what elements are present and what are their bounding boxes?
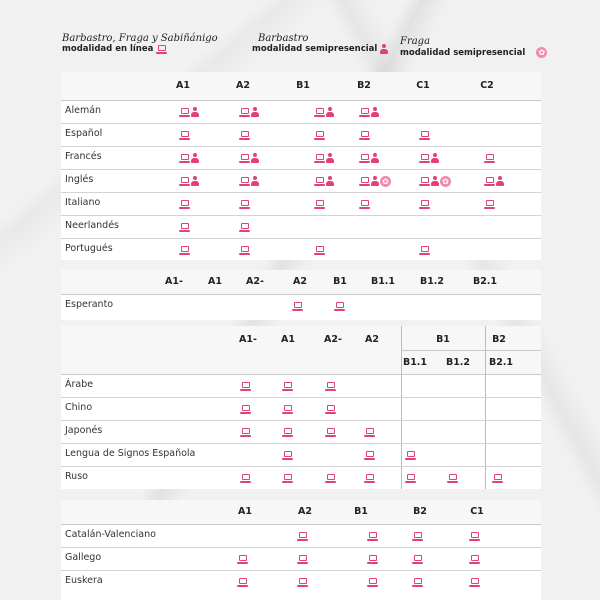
legend-barbastro-title: Barbastro bbox=[258, 33, 309, 44]
availability-cell bbox=[405, 449, 416, 461]
laptop-icon bbox=[179, 177, 190, 186]
table-spanish-regional-languages bbox=[61, 500, 541, 600]
level-header: A1 bbox=[208, 276, 222, 287]
laptop-icon bbox=[282, 382, 293, 391]
table-row bbox=[61, 192, 541, 216]
laptop-icon bbox=[405, 451, 416, 460]
person-icon bbox=[326, 107, 334, 117]
language-name: Neerlandés bbox=[65, 220, 120, 231]
language-name: Catalán-Valenciano bbox=[65, 529, 156, 540]
availability-cell bbox=[419, 244, 430, 256]
language-name: Inglés bbox=[65, 174, 94, 185]
laptop-icon bbox=[179, 223, 190, 232]
availability-cell bbox=[314, 198, 325, 210]
availability-cell bbox=[297, 553, 308, 565]
laptop-icon bbox=[314, 131, 325, 140]
availability-cell bbox=[239, 244, 250, 256]
laptop-icon bbox=[237, 555, 248, 564]
level-header: B1 bbox=[333, 276, 347, 287]
level-header: A1- bbox=[239, 334, 257, 345]
laptop-icon bbox=[367, 532, 378, 541]
laptop-icon bbox=[282, 474, 293, 483]
level-header: A1 bbox=[281, 334, 295, 345]
laptop-icon bbox=[325, 405, 336, 414]
legend-barbastro-mode-label: modalidad semipresencial bbox=[252, 44, 378, 54]
laptop-icon bbox=[364, 428, 375, 437]
laptop-icon bbox=[240, 382, 251, 391]
laptop-icon bbox=[297, 532, 308, 541]
person-icon bbox=[380, 44, 388, 54]
laptop-icon bbox=[412, 532, 423, 541]
person-icon bbox=[191, 107, 199, 117]
person-icon bbox=[251, 176, 259, 186]
level-header: B2 bbox=[413, 506, 427, 517]
availability-cell bbox=[484, 175, 504, 187]
person-icon bbox=[371, 107, 379, 117]
sublevel-header: B2.1 bbox=[488, 357, 514, 368]
availability-cell bbox=[282, 380, 293, 392]
table-row bbox=[61, 169, 541, 193]
legend-barbastro bbox=[252, 33, 388, 54]
availability-cell bbox=[282, 449, 293, 461]
laptop-icon bbox=[179, 131, 190, 140]
level-header: A1 bbox=[238, 506, 252, 517]
availability-cell bbox=[179, 244, 190, 256]
table-row bbox=[61, 570, 541, 593]
laptop-icon bbox=[239, 200, 250, 209]
table-row bbox=[61, 443, 541, 467]
availability-cell bbox=[325, 426, 336, 438]
table-row bbox=[61, 547, 541, 571]
availability-cell bbox=[367, 553, 378, 565]
table2-header bbox=[61, 270, 541, 295]
level-group-header: B1 bbox=[436, 334, 450, 345]
availability-cell bbox=[239, 152, 259, 164]
table-row bbox=[61, 100, 541, 124]
laptop-icon bbox=[492, 474, 503, 483]
laptop-icon bbox=[240, 405, 251, 414]
laptop-icon bbox=[314, 154, 325, 163]
availability-cell bbox=[314, 106, 334, 118]
availability-cell bbox=[179, 198, 190, 210]
availability-cell bbox=[359, 152, 379, 164]
table-row bbox=[61, 215, 541, 239]
laptop-icon bbox=[469, 532, 480, 541]
laptop-icon bbox=[297, 555, 308, 564]
availability-cell bbox=[419, 198, 430, 210]
level-group-header: B2 bbox=[492, 334, 506, 345]
level-header: A2- bbox=[324, 334, 342, 345]
laptop-icon bbox=[239, 246, 250, 255]
level-header: C1 bbox=[416, 80, 430, 91]
availability-cell bbox=[364, 426, 375, 438]
level-header: A1- bbox=[165, 276, 183, 287]
laptop-icon bbox=[447, 474, 458, 483]
availability-cell bbox=[469, 530, 480, 542]
level-header: A2- bbox=[246, 276, 264, 287]
divider bbox=[402, 350, 541, 351]
person-icon bbox=[326, 176, 334, 186]
laptop-icon bbox=[325, 474, 336, 483]
availability-cell bbox=[314, 152, 334, 164]
person-icon bbox=[371, 153, 379, 163]
laptop-icon bbox=[239, 131, 250, 140]
level-header: A2 bbox=[298, 506, 312, 517]
availability-cell bbox=[179, 221, 190, 233]
flower-icon: ✿ bbox=[380, 176, 391, 187]
availability-cell bbox=[179, 106, 199, 118]
laptop-icon bbox=[484, 200, 495, 209]
availability-cell bbox=[412, 530, 423, 542]
availability-cell bbox=[325, 403, 336, 415]
laptop-icon bbox=[469, 555, 480, 564]
level-header: B2.1 bbox=[472, 276, 498, 287]
laptop-icon bbox=[297, 578, 308, 587]
availability-cell bbox=[367, 530, 378, 542]
availability-cell bbox=[447, 472, 458, 484]
person-icon bbox=[326, 153, 334, 163]
laptop-icon bbox=[419, 131, 430, 140]
laptop-icon bbox=[334, 302, 345, 311]
level-header: A1 bbox=[176, 80, 190, 91]
availability-cell bbox=[419, 152, 439, 164]
laptop-icon bbox=[239, 154, 250, 163]
laptop-icon bbox=[314, 246, 325, 255]
language-name: Portugués bbox=[65, 243, 113, 254]
availability-cell bbox=[405, 472, 416, 484]
laptop-icon bbox=[419, 200, 430, 209]
level-header: C2 bbox=[480, 80, 494, 91]
availability-cell bbox=[239, 106, 259, 118]
laptop-icon bbox=[405, 474, 416, 483]
level-header: B1 bbox=[354, 506, 368, 517]
availability-cell bbox=[237, 576, 248, 588]
table-row bbox=[61, 146, 541, 170]
sublevel-header: B1.1 bbox=[402, 357, 428, 368]
laptop-icon bbox=[367, 555, 378, 564]
person-icon bbox=[191, 176, 199, 186]
laptop-icon bbox=[240, 428, 251, 437]
laptop-icon bbox=[359, 108, 370, 117]
laptop-icon bbox=[484, 154, 495, 163]
availability-cell bbox=[240, 380, 251, 392]
availability-cell bbox=[282, 426, 293, 438]
language-name: Italiano bbox=[65, 197, 101, 208]
table3-header bbox=[61, 326, 541, 375]
availability-cell bbox=[419, 129, 430, 141]
laptop-icon bbox=[364, 474, 375, 483]
availability-cell bbox=[179, 152, 199, 164]
legend-online-mode bbox=[62, 44, 218, 54]
laptop-icon bbox=[419, 177, 430, 186]
availability-cell bbox=[239, 198, 250, 210]
legend-online bbox=[62, 33, 218, 54]
laptop-icon bbox=[237, 578, 248, 587]
availability-cell bbox=[359, 129, 370, 141]
laptop-icon bbox=[179, 246, 190, 255]
language-name: Francés bbox=[65, 151, 102, 162]
language-name: Español bbox=[65, 128, 103, 139]
level-header: B1 bbox=[296, 80, 310, 91]
laptop-icon bbox=[179, 154, 190, 163]
availability-cell bbox=[359, 198, 370, 210]
language-name: Ruso bbox=[65, 471, 88, 482]
availability-cell bbox=[297, 576, 308, 588]
level-header: A2 bbox=[236, 80, 250, 91]
laptop-icon bbox=[282, 405, 293, 414]
availability-cell bbox=[240, 472, 251, 484]
laptop-icon bbox=[367, 578, 378, 587]
availability-cell bbox=[419, 175, 451, 187]
laptop-icon bbox=[359, 131, 370, 140]
availability-cell bbox=[314, 244, 325, 256]
availability-cell bbox=[484, 198, 495, 210]
availability-cell bbox=[359, 106, 379, 118]
laptop-icon bbox=[412, 555, 423, 564]
language-name: Lengua de Signos Española bbox=[65, 448, 196, 459]
laptop-icon bbox=[359, 177, 370, 186]
table-row bbox=[61, 374, 541, 398]
availability-cell bbox=[412, 576, 423, 588]
availability-cell bbox=[325, 380, 336, 392]
laptop-icon bbox=[156, 45, 167, 54]
laptop-icon bbox=[359, 154, 370, 163]
laptop-icon bbox=[314, 108, 325, 117]
laptop-icon bbox=[314, 177, 325, 186]
availability-cell bbox=[412, 553, 423, 565]
table1-header bbox=[61, 72, 541, 101]
table-row bbox=[61, 238, 541, 261]
laptop-icon bbox=[325, 382, 336, 391]
laptop-icon bbox=[179, 200, 190, 209]
laptop-icon bbox=[469, 578, 480, 587]
availability-cell bbox=[359, 175, 391, 187]
laptop-icon bbox=[239, 223, 250, 232]
sublevel-header: B1.2 bbox=[445, 357, 471, 368]
availability-cell bbox=[282, 472, 293, 484]
level-header: B1.1 bbox=[370, 276, 396, 287]
availability-cell bbox=[297, 530, 308, 542]
table-row bbox=[61, 466, 541, 489]
person-icon bbox=[191, 153, 199, 163]
person-icon bbox=[431, 153, 439, 163]
availability-cell bbox=[240, 403, 251, 415]
language-name: Esperanto bbox=[65, 299, 114, 310]
legend-fraga-mode bbox=[400, 47, 547, 58]
availability-cell bbox=[314, 175, 334, 187]
availability-cell bbox=[292, 300, 303, 312]
laptop-icon bbox=[484, 177, 495, 186]
flower-icon: ✿ bbox=[440, 176, 451, 187]
laptop-icon bbox=[239, 108, 250, 117]
level-header: A2 bbox=[365, 334, 379, 345]
laptop-icon bbox=[282, 428, 293, 437]
laptop-icon bbox=[240, 474, 251, 483]
availability-cell bbox=[334, 300, 345, 312]
laptop-icon bbox=[179, 108, 190, 117]
person-icon bbox=[251, 153, 259, 163]
laptop-icon bbox=[292, 302, 303, 311]
level-header: B2 bbox=[357, 80, 371, 91]
table-modern-languages bbox=[61, 72, 541, 260]
legend-online-mode-label: modalidad en línea bbox=[62, 44, 154, 54]
person-icon bbox=[371, 176, 379, 186]
flower-icon: ✿ bbox=[536, 47, 547, 58]
language-name: Japonés bbox=[65, 425, 103, 436]
availability-cell bbox=[282, 403, 293, 415]
laptop-icon bbox=[314, 200, 325, 209]
laptop-icon bbox=[359, 200, 370, 209]
availability-cell bbox=[484, 152, 495, 164]
availability-cell bbox=[239, 221, 250, 233]
laptop-icon bbox=[282, 451, 293, 460]
level-header: A2 bbox=[293, 276, 307, 287]
language-name: Euskera bbox=[65, 575, 103, 586]
table-row bbox=[61, 524, 541, 548]
laptop-icon bbox=[419, 246, 430, 255]
table-other-languages bbox=[61, 326, 541, 489]
availability-cell bbox=[367, 576, 378, 588]
legend-fraga bbox=[400, 36, 547, 58]
availability-cell bbox=[469, 553, 480, 565]
table4-header bbox=[61, 500, 541, 525]
person-icon bbox=[496, 176, 504, 186]
availability-cell bbox=[179, 175, 199, 187]
availability-cell bbox=[239, 175, 259, 187]
availability-cell bbox=[469, 576, 480, 588]
availability-cell bbox=[364, 472, 375, 484]
availability-cell bbox=[237, 553, 248, 565]
table-row bbox=[61, 123, 541, 147]
availability-cell bbox=[179, 129, 190, 141]
person-icon bbox=[431, 176, 439, 186]
legend-online-title: Barbastro, Fraga y Sabiñánigo bbox=[62, 33, 218, 44]
laptop-icon bbox=[239, 177, 250, 186]
legend-barbastro-mode bbox=[252, 44, 388, 54]
legend bbox=[0, 0, 600, 70]
language-name: Alemán bbox=[65, 105, 102, 116]
availability-cell bbox=[314, 129, 325, 141]
laptop-icon bbox=[419, 154, 430, 163]
laptop-icon bbox=[325, 428, 336, 437]
level-header: B1.2 bbox=[419, 276, 445, 287]
table-row bbox=[61, 294, 541, 317]
legend-fraga-mode-label: modalidad semipresencial bbox=[400, 47, 526, 58]
legend-fraga-title: Fraga bbox=[400, 36, 431, 47]
table-esperanto bbox=[61, 270, 541, 320]
person-icon bbox=[251, 107, 259, 117]
table-row bbox=[61, 397, 541, 421]
language-name: Chino bbox=[65, 402, 93, 413]
laptop-icon bbox=[364, 451, 375, 460]
availability-cell bbox=[364, 449, 375, 461]
availability-cell bbox=[325, 472, 336, 484]
level-header: C1 bbox=[470, 506, 484, 517]
table-row bbox=[61, 420, 541, 444]
availability-cell bbox=[240, 426, 251, 438]
availability-cell bbox=[239, 129, 250, 141]
language-name: Gallego bbox=[65, 552, 102, 563]
laptop-icon bbox=[412, 578, 423, 587]
language-name: Árabe bbox=[65, 379, 94, 390]
availability-cell bbox=[492, 472, 503, 484]
